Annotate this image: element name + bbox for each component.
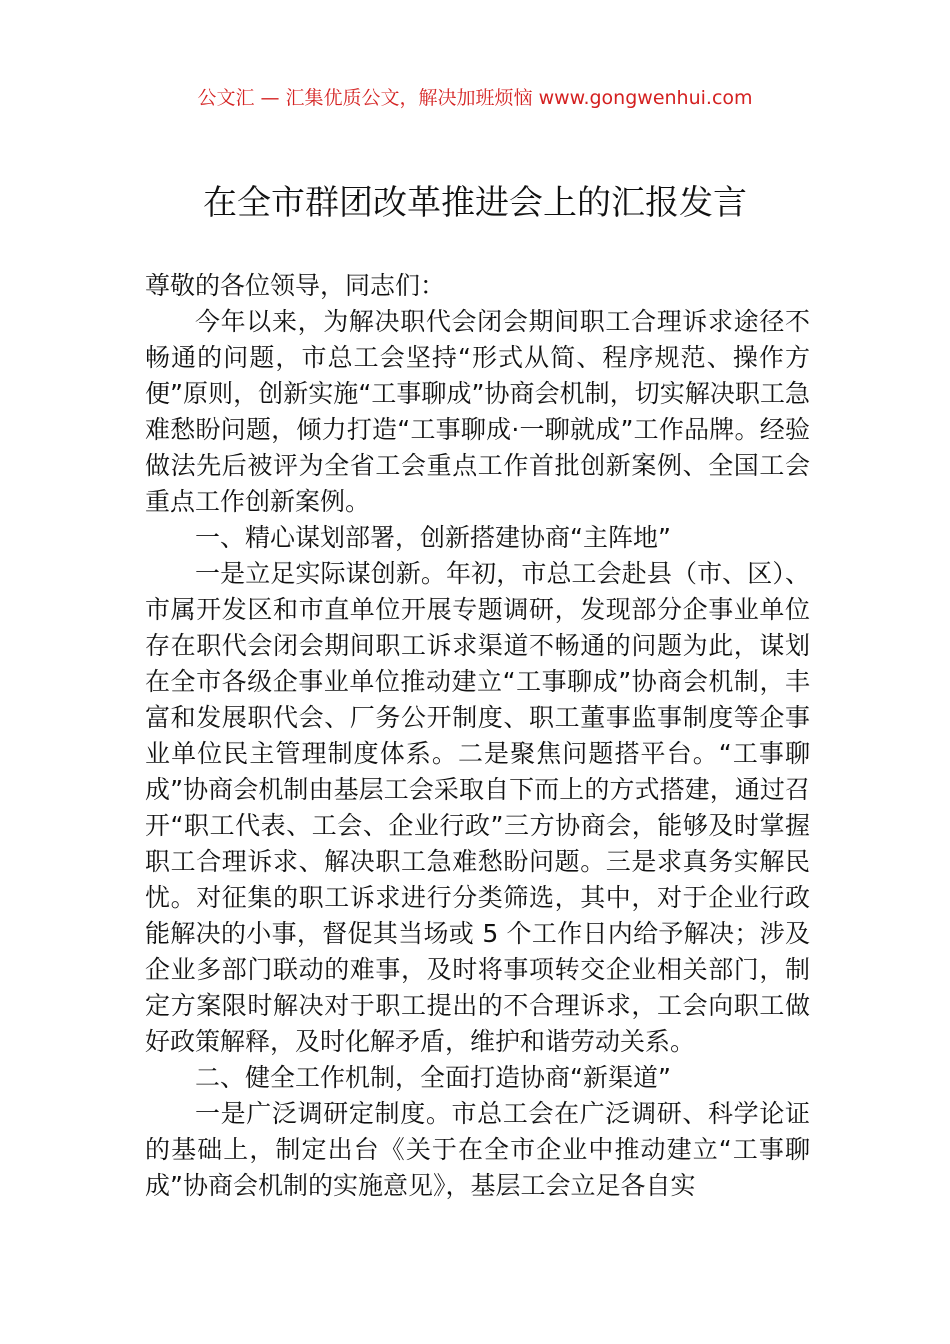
section-heading-1: 一、精心谋划部署，创新搭建协商“主阵地” <box>195 523 671 552</box>
greeting: 尊敬的各位领导，同志们： <box>145 271 446 300</box>
document-title: 在全市群团改革推进会上的汇报发言 <box>203 183 747 223</box>
section-heading-2: 二、健全工作机制，全面打造协商“新渠道” <box>195 1063 671 1092</box>
paragraph-section-1: 一是立足实际谋创新。年初，市总工会赴县（市、区）、市属开发区和市直单位开展专题调研，发现部分企事业单位存在职代会闭会期间职工诉求渠道不畅通的问题为此，谋划在全市各级企事业单位推动建立“工事聊成”协商会机制，丰富和发展职代会、厂务公开制度、职工董事监事制度等企事业单位民主管理制度体系。二是聚焦问题搭平台。“工事聊成”协商会机制由基层工会采取自下而上的方式搭建，通过召开“职工代表、工会、企业行政”三方协商会，能够及时掌握职工合理诉求、解决职工急难愁盼问题。三是求真务实解民忧。对征集的职工诉求进行分类筛选，其中，对于企业行政能解决的小事，督促其当场或 5 个工作日内给予解决；涉及企业多部门联动的难事，及时将事项转交企业相关部门，制定方案限时解决对于职工提出的不合理诉求，工会向职工做好政策解释，及时化解矛盾，维护和谐劳动关系。 <box>145 559 810 1056</box>
document-body <box>145 268 810 1204</box>
paragraph-intro: 今年以来，为解决职代会闭会期间职工合理诉求途径不畅通的问题，市总工会坚持“形式从简、程序规范、操作方便”原则，创新实施“工事聊成”协商会机制，切实解决职工急难愁盼问题，倾力打造“工事聊成·一聊就成”工作品牌。经验做法先后被评为全省工会重点工作首批创新案例、全国工会重点工作创新案例。 <box>145 307 810 516</box>
paragraph-section-2: 一是广泛调研定制度。市总工会在广泛调研、科学论证的基础上，制定出台《关于在全市企业中推动建立“工事聊成”协商会机制的实施意见》，基层工会立足各自实 <box>145 1099 810 1200</box>
site-banner[interactable]: 公文汇 — 汇集优质公文，解决加班烦恼 www.gongwenhui.com <box>197 87 753 109</box>
